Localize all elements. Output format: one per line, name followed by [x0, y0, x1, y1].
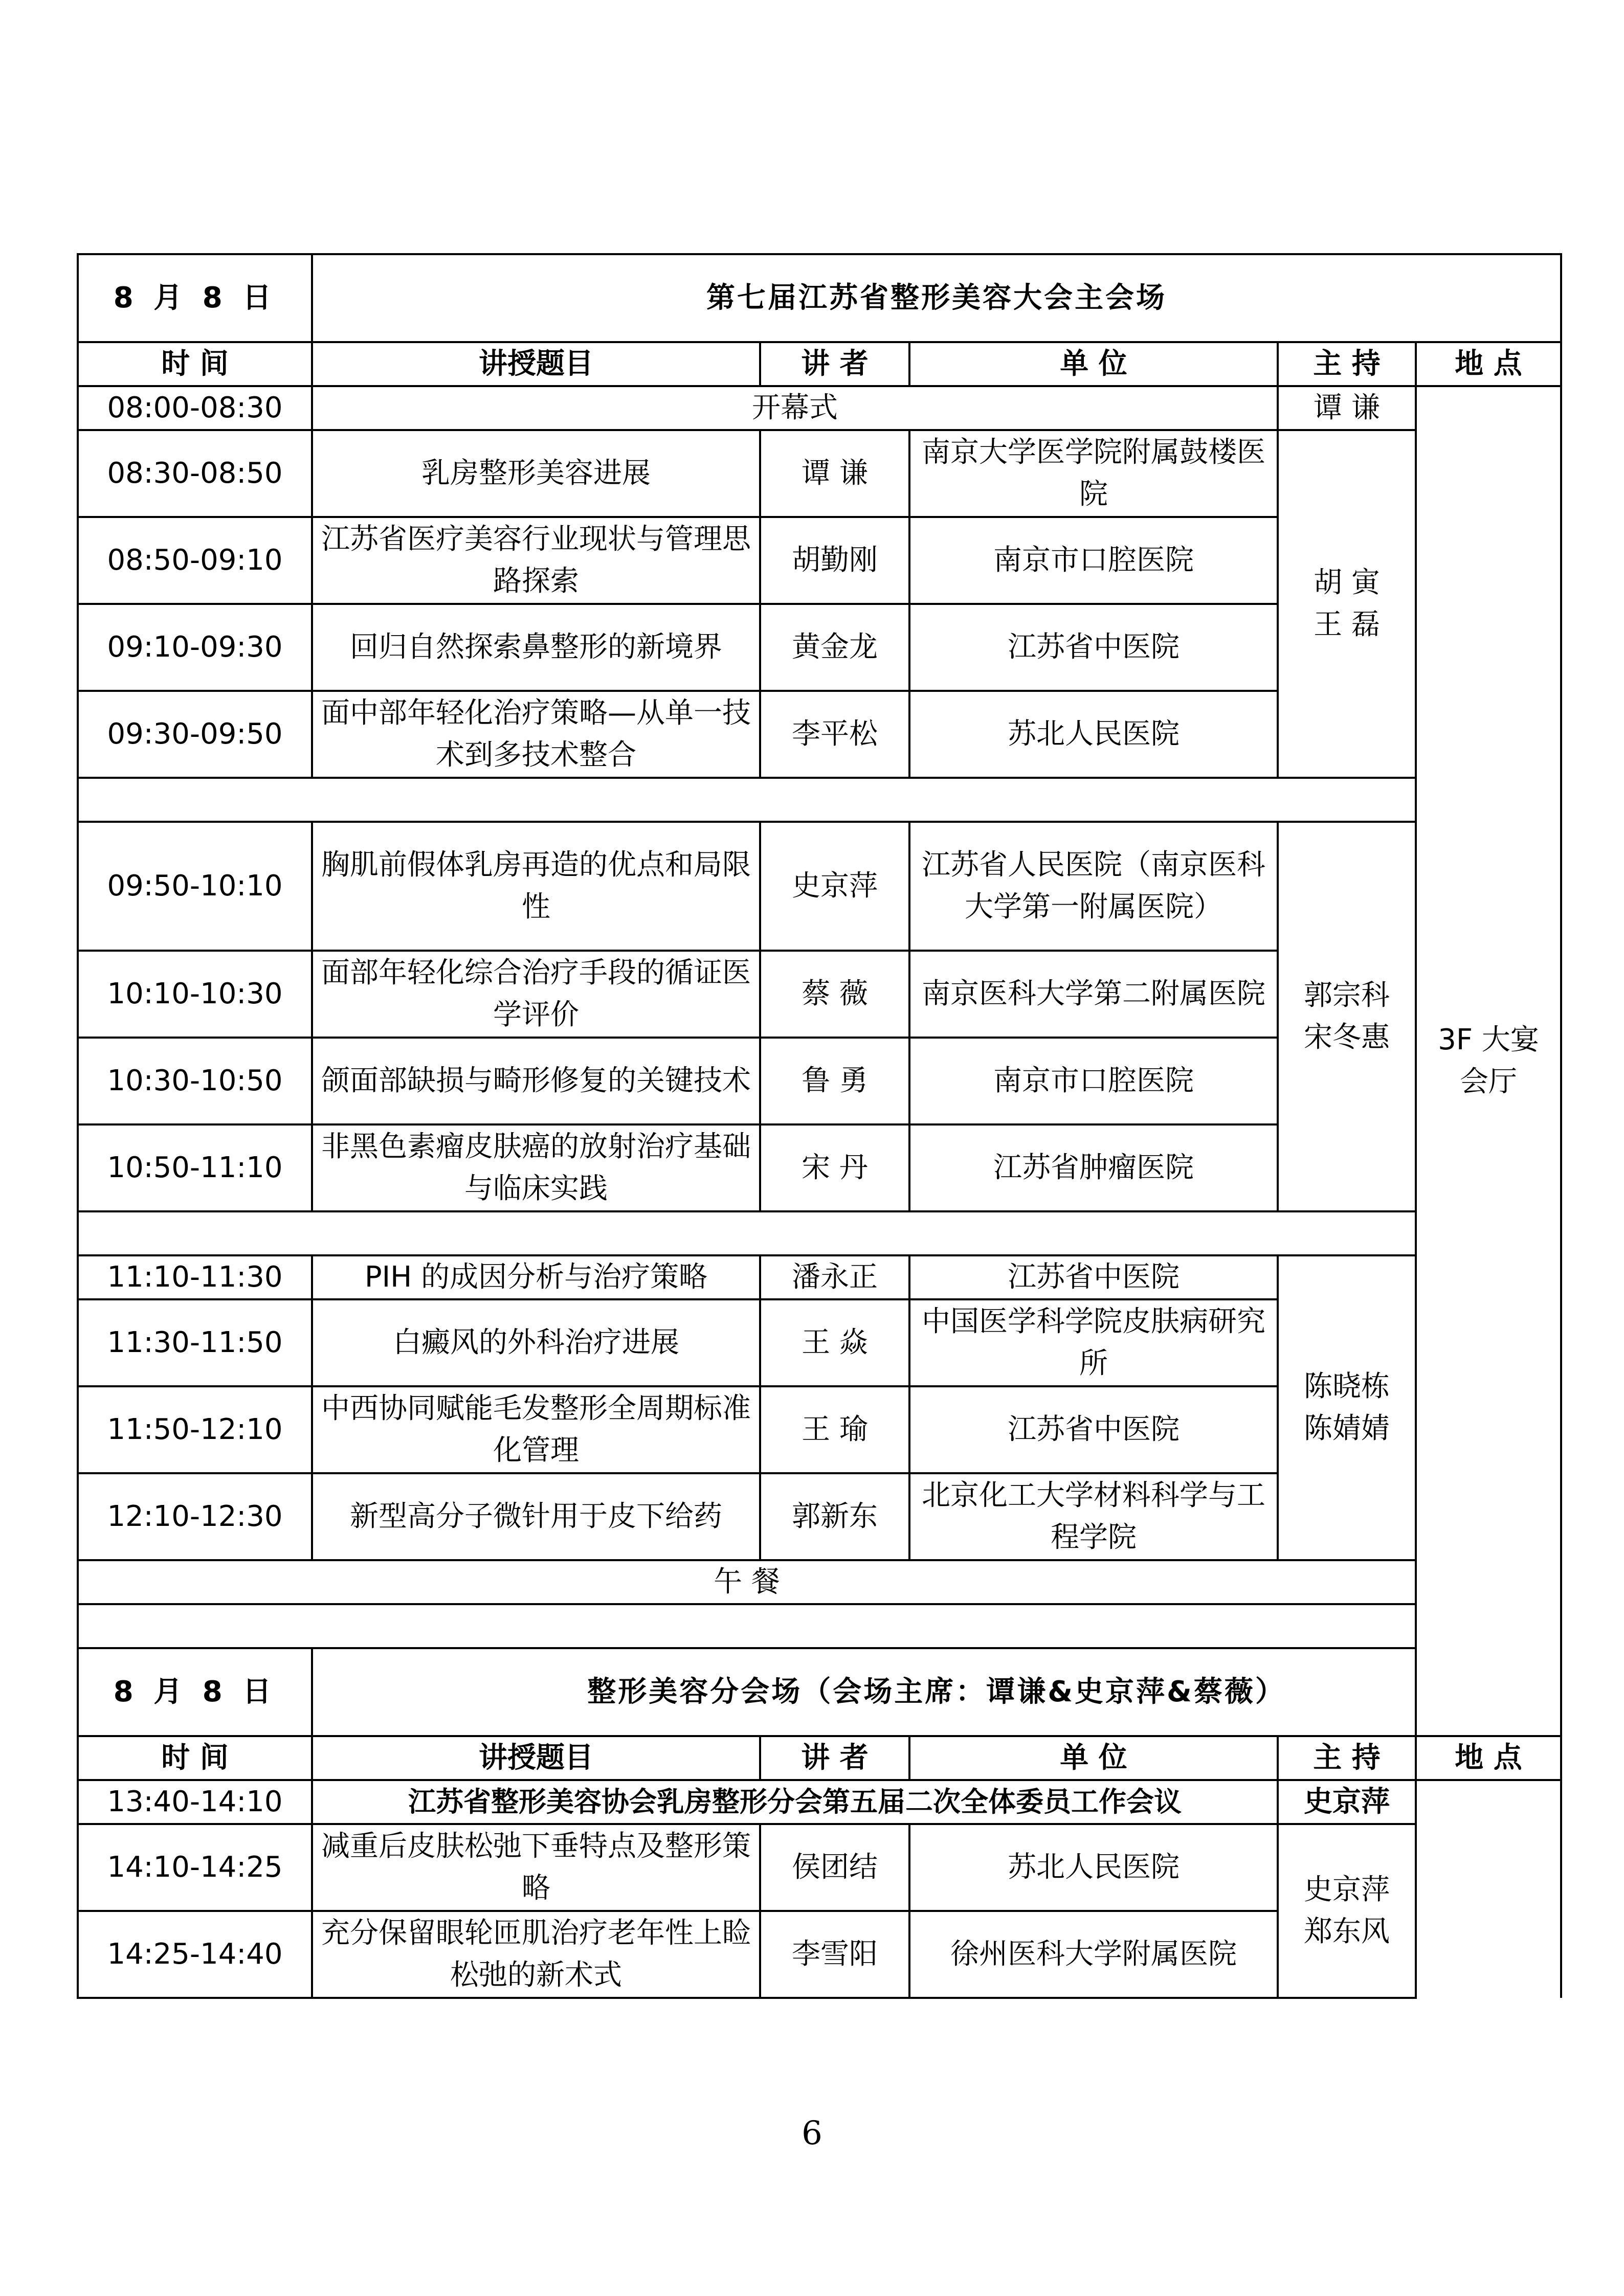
table-row: 10:10-10:30 面部年轻化综合治疗手段的循证医学评价 蔡 薇 南京医科大学第二附属医院 — [78, 951, 1561, 1038]
section1-date: 8 月 8 日 — [78, 254, 312, 342]
table-row: 11:30-11:50 白癜风的外科治疗进展 王 焱 中国医学科学院皮肤病研究所 — [78, 1299, 1561, 1386]
table-row: 14:25-14:40 充分保留眼轮匝肌治疗老年性上睑松弛的新术式 李雪阳 徐州医科大学附属医院 — [78, 1911, 1561, 1998]
header-unit: 单 位 — [909, 342, 1278, 386]
venue: 3F 大宴会厅 — [1416, 386, 1561, 1736]
section2-group1-hosts: 史京萍 郑东风 — [1278, 1824, 1416, 1998]
header-host: 主 持 — [1278, 342, 1416, 386]
group2-hosts: 郭宗科 宋冬惠 — [1278, 822, 1416, 1211]
meeting-time: 13:40-14:10 — [78, 1780, 312, 1824]
table-row: 08:30-08:50 乳房整形美容进展 谭 谦 南京大学医学院附属鼓楼医院 胡 寅 王 磊 — [78, 430, 1561, 517]
spacer-row — [78, 778, 1561, 822]
header-time: 时 间 — [78, 1736, 312, 1780]
section2-date: 8 月 8 日 — [78, 1648, 312, 1736]
table-row: 11:50-12:10 中西协同赋能毛发整形全周期标准化管理 王 瑜 江苏省中医院 — [78, 1386, 1561, 1473]
table-row: 14:10-14:25 减重后皮肤松弛下垂特点及整形策略 侯团结 苏北人民医院 史京萍 郑东风 — [78, 1824, 1561, 1911]
header-speaker: 讲 者 — [760, 342, 909, 386]
table-row: 10:30-10:50 颌面部缺损与畸形修复的关键技术 鲁 勇 南京市口腔医院 — [78, 1038, 1561, 1124]
section2-title: 整形美容分会场（会场主席：谭谦&史京萍&蔡薇） — [312, 1648, 1561, 1736]
venue-2 — [1416, 1780, 1561, 1998]
header-time: 时 间 — [78, 342, 312, 386]
group3-hosts: 陈晓栋 陈婧婧 — [1278, 1255, 1416, 1560]
meeting-host: 史京萍 — [1278, 1780, 1416, 1824]
separator-row — [78, 1604, 1561, 1648]
table-row: 10:50-11:10 非黑色素瘤皮肤癌的放射治疗基础与临床实践 宋 丹 江苏省肿瘤医院 — [78, 1124, 1561, 1211]
header-unit: 单 位 — [909, 1736, 1278, 1780]
table-row: 09:50-10:10 胸肌前假体乳房再造的优点和局限性 史京萍 江苏省人民医院（南京医科大学第一附属医院） 郭宗科 宋冬惠 — [78, 822, 1561, 951]
lunch-row: 午 餐 — [78, 1560, 1561, 1604]
header-topic: 讲授题目 — [312, 342, 760, 386]
table-row: 12:10-12:30 新型高分子微针用于皮下给药 郭新东 北京化工大学材料科学与工程学院 — [78, 1473, 1561, 1560]
header-topic: 讲授题目 — [312, 1736, 760, 1780]
section1-title: 第七届江苏省整形美容大会主会场 — [312, 254, 1561, 342]
opening-label: 开幕式 — [312, 386, 1278, 430]
header-place: 地 点 — [1416, 342, 1561, 386]
group1-hosts: 胡 寅 王 磊 — [1278, 430, 1416, 778]
page-number: 6 — [802, 2114, 822, 2152]
opening-time: 08:00-08:30 — [78, 386, 312, 430]
table-row: 11:10-11:30 PIH 的成因分析与治疗策略 潘永正 江苏省中医院 陈晓栋 陈婧婧 — [78, 1255, 1561, 1299]
schedule-table — [77, 253, 1562, 1999]
meeting-label: 江苏省整形美容协会乳房整形分会第五届二次全体委员工作会议 — [312, 1780, 1278, 1824]
table-row: 09:10-09:30 回归自然探索鼻整形的新境界 黄金龙 江苏省中医院 — [78, 604, 1561, 691]
table-row: 08:50-09:10 江苏省医疗美容行业现状与管理思路探索 胡勤刚 南京市口腔医院 — [78, 517, 1561, 604]
spacer-row — [78, 1211, 1561, 1255]
header-host: 主 持 — [1278, 1736, 1416, 1780]
header-place: 地 点 — [1416, 1736, 1561, 1780]
header-speaker: 讲 者 — [760, 1736, 909, 1780]
table-row: 09:30-09:50 面中部年轻化治疗策略—从单一技术到多技术整合 李平松 苏北人民医院 — [78, 691, 1561, 778]
opening-host: 谭 谦 — [1278, 386, 1416, 430]
